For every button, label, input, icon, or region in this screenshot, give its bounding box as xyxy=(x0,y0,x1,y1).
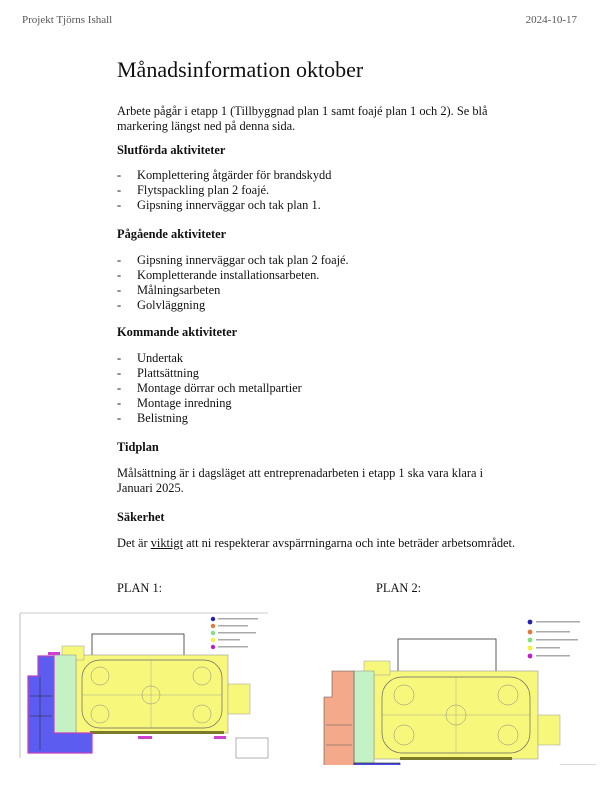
list-item: - Undertak xyxy=(117,351,184,365)
safety-text: Det är viktigt att ni respekterar avspärrningarna och inte beträder arbetsområdet. xyxy=(117,536,516,550)
list-item: - Flytspackling plan 2 foajé. xyxy=(117,183,270,197)
list-item: - Målningsarbeten xyxy=(117,283,221,297)
list-item: - Golvläggning xyxy=(117,298,206,312)
list-completed xyxy=(117,168,331,213)
schedule-text: Målsättning är i dagsläget att entreprenadarbeten i etapp 1 ska vara klara i Januari 2025. xyxy=(117,466,484,495)
list-item: - Plattsättning xyxy=(117,366,199,380)
heading-schedule: Tidplan xyxy=(117,440,159,454)
list-item: - Gipsning innerväggar och tak plan 2 foajé. xyxy=(117,253,349,267)
heading-ongoing: Pågående aktiviteter xyxy=(117,227,227,241)
list-item: - Belistning xyxy=(117,411,188,425)
plan-1-floorplan xyxy=(18,610,270,760)
plan-2-floorplan xyxy=(312,615,598,765)
list-item: - Montage inredning xyxy=(117,396,232,410)
page-title: Månadsinformation oktober xyxy=(117,57,364,82)
plan-2-label: PLAN 2: xyxy=(376,581,422,595)
list-ongoing xyxy=(117,253,349,313)
list-item: - Komplettering åtgärder för brandskydd xyxy=(117,168,332,182)
list-item: - Gipsning innerväggar och tak plan 1. xyxy=(117,198,321,212)
heading-safety: Säkerhet xyxy=(117,510,165,524)
heading-upcoming: Kommande aktiviteter xyxy=(117,325,238,339)
intro-paragraph: Arbete pågår i etapp 1 (Tillbyggnad plan 1 samt foajé plan 1 och 2). Se blå markering längst ned på denna sida. xyxy=(117,104,488,133)
list-item: - Montage dörrar och metallpartier xyxy=(117,381,302,395)
heading-completed: Slutförda aktiviteter xyxy=(117,143,226,157)
list-upcoming xyxy=(117,351,302,426)
header-project: Projekt Tjörns Ishall xyxy=(22,14,113,26)
list-item: - Kompletterande installationsarbeten. xyxy=(117,268,320,282)
plan-1-label: PLAN 1: xyxy=(117,581,163,595)
header-date: 2024-10-17 xyxy=(525,14,577,26)
emphasis-viktigt: viktigt xyxy=(150,536,184,550)
